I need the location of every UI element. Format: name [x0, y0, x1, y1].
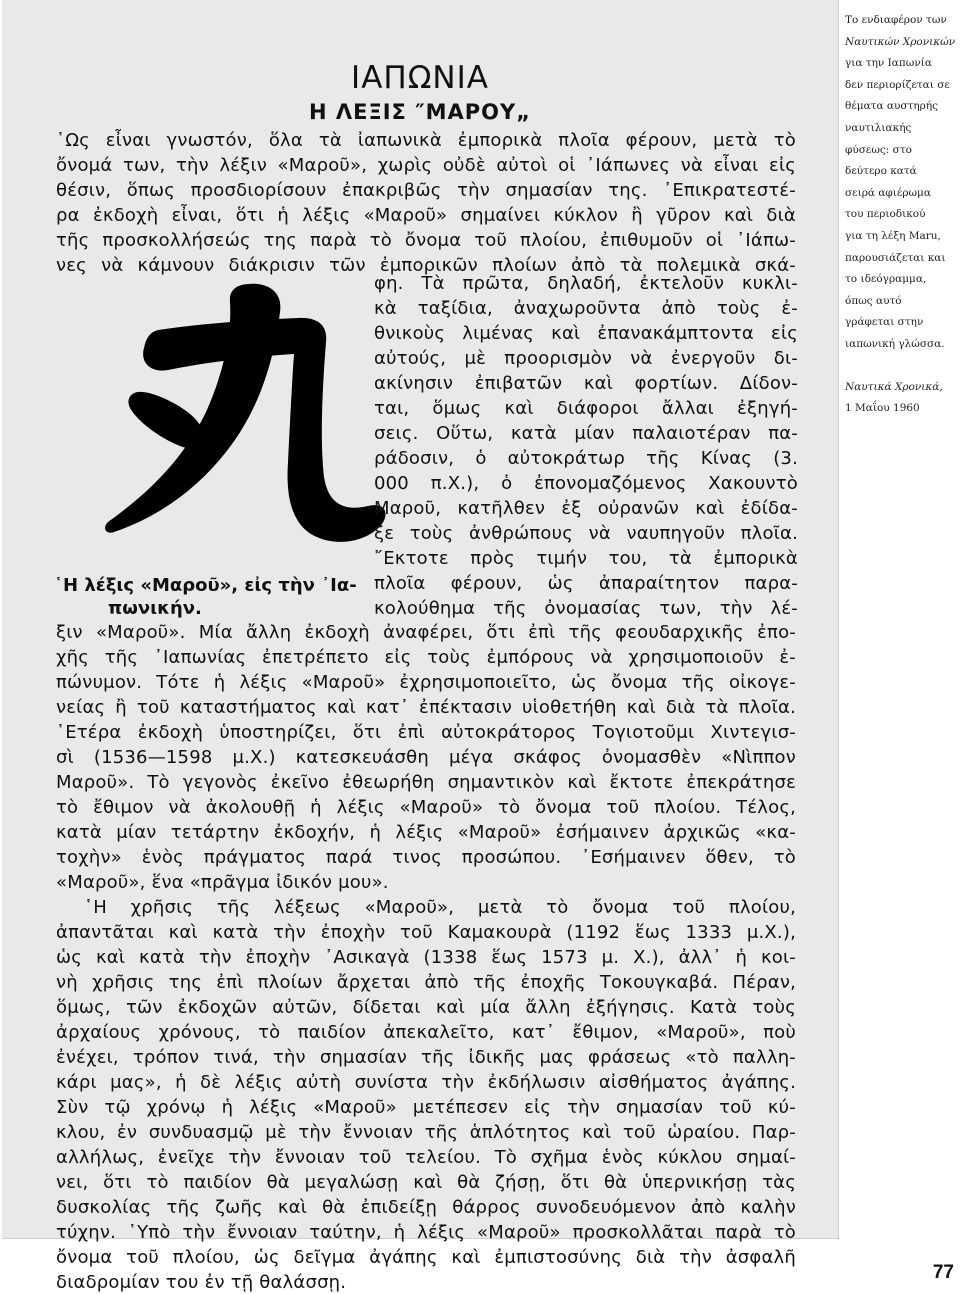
sidebar-line: Το ενδιαφέρον των	[845, 14, 947, 26]
text-line: νείας ἢ τοῦ καταστήματος καὶ κατ᾿ ἐπέκτασιν υἱοθετήθη καὶ διὰ τὰ πλοῖα.	[56, 697, 796, 718]
sidebar-line: ιαπωνική γλώσσα.	[845, 337, 945, 350]
text-line: ται, ὅμως καὶ διάφοροι ἄλλαι ἐξηγή-	[374, 398, 798, 419]
text-line: Μαροῦ». Τὸ γεγονὸς ἐκεῖνο ἐθεωρήθη σημαντικὸν καὶ ἔκτοτε ἐπεκράτησε	[56, 772, 796, 793]
text-line: ῾Ετέρα ἐκδοχὴ ὑποστηρίζει, ὅτι ἐπὶ αὐτοκράτορος Τογιοτοῦμι Χιντεγισ-	[56, 722, 796, 743]
text-line: ῎Εκτοτε πρὸς τιμήν του, τὰ ἐμπορικὰ	[374, 548, 798, 569]
maru-kanji-icon	[98, 262, 394, 542]
text-line: ὄνομα τοῦ πλοίου, ὡς δεῖγμα ἀγάπης καὶ ἐμπιστοσύνης διὰ τὴν ἀσφαλῆ	[56, 1247, 796, 1268]
page-number: 77	[932, 1262, 954, 1283]
text-line: ὅμως, τῶν ἐκδοχῶν αὐτῶν, δίδεται καὶ μία ἄλλη ἐξήγησις. Κατὰ τοὺς	[56, 997, 796, 1018]
sidebar-line: σειρά αφιέρωμα	[845, 186, 931, 199]
sidebar-line: γράφεται στην	[845, 316, 924, 329]
scanned-article	[2, 0, 839, 1293]
sidebar-line: Ναυτικών Χρονικών	[845, 35, 956, 48]
text-line: αὐτούς, μὲ προορισμὸν νὰ ἐνεργοῦν δι-	[374, 348, 798, 369]
text-line: φη. Τὰ πρῶτα, δηλαδή, ἐκτελοῦν κυκλι-	[374, 273, 798, 294]
sidebar-line: δεύτερο κατά	[845, 165, 917, 178]
text-line: κάρι μας», ἡ δὲ λέξις αὐτὴ συνίστα τὴν ἐκδήλωσιν αἰσθήματος ἀγάπης.	[56, 1072, 796, 1093]
text-line: τὸ ἔθιμον νὰ ἀκολουθῇ ἡ λέξις «Μαροῦ» τὸ ὄνομα τοῦ πλοίου. Τέλος,	[56, 797, 796, 818]
text-line: 000 π.Χ.), ὁ ἐπονομαζόμενος Χακουντὸ	[374, 473, 798, 494]
sidebar-line: παρουσιάζεται και	[845, 251, 946, 264]
text-line: ὡς καὶ κατὰ τὴν ἐποχὴν ᾿Ασικαγὰ (1338 ἕως 1573 μ. Χ.), ἀλλ᾿ ἡ κοι-	[56, 947, 796, 968]
sidebar-line: φύσεως: στο	[845, 143, 912, 156]
article-subtitle: Η ΛΕΞΙΣ ″ΜΑΡΟΥ„	[308, 100, 531, 124]
text-line: τοχὴν» ἑνὸς πράγματος παρά τινος προσώπου. ᾿Εσήμαινεν ὅθεν, τὸ	[56, 847, 796, 868]
text-line: ἀπαντᾶται καὶ κατὰ τὴν ἐποχὴν τοῦ Καμακουρὰ (1192 ἕως 1333 μ.Χ.),	[56, 922, 796, 943]
text-line: ῾Ως εἶναι γνωστόν, ὅλα τὰ ἰαπωνικὰ ἐμπορικὰ πλοῖα φέρουν, μετὰ τὸ	[56, 130, 796, 151]
text-line: ράδοσιν, ὁ αὐτοκράτωρ τῆς Κίνας (3.	[374, 448, 798, 469]
text-line: «Μαροῦ», ἕνα «πρᾶγμα ἰδικόν μου».	[56, 872, 389, 893]
text-line: νὴ χρῆσις της ἐπὶ πλοίων ἄρχεται ἀπὸ τῆς ἐποχῆς Τοκουγκαβά. Πέραν,	[56, 972, 796, 993]
text-line: κλου, ἐν συνδυασμῷ μὲ τὴν ἔννοιαν τῆς ἁπλότητος καὶ τοῦ ὡραίου. Παρ-	[56, 1122, 796, 1143]
text-line: πλοῖα φέρουν, ὡς ἀπαραίτητον παρα-	[374, 573, 798, 594]
text-line: τῆς προσκολλήσεώς της παρὰ τὸ ὄνομα τοῦ πλοίου, ἐπιθυμοῦν οἱ ᾿Ιάπω-	[56, 230, 796, 251]
text-line: σεις. Οὕτω, κατὰ μίαν παλαιοτέραν πα-	[374, 423, 798, 444]
sidebar-note	[845, 10, 957, 420]
text-line: Σὺν τῷ χρόνῳ ἡ λέξις «Μαροῦ» μετέπεσεν εἰς τὴν σημασίαν τοῦ κύ-	[56, 1097, 796, 1118]
text-line: νες νὰ κάμνουν διάκρισιν τῶν ἐμπορικῶν πλοίων ἀπὸ τὰ πολεμικὰ σκά-	[56, 255, 796, 276]
sidebar-line: θέματα αυστηρής	[845, 100, 938, 113]
ideogram-caption: ῾Η λέξις «Μαροῦ», εἰς τὴν ᾿Ια-	[54, 575, 357, 596]
text-line: διαδρομίαν του ἐν τῇ θαλάσσῃ.	[56, 1272, 347, 1293]
text-line: ξιν «Μαροῦ». Μία ἄλλη ἐκδοχὴ ἀναφέρει, ὅτι ἐπὶ τῆς φεουδαρχικῆς ἐπο-	[56, 622, 796, 643]
sidebar-line: για τη λέξη Maru,	[845, 229, 941, 242]
text-line: ακίνησιν ἐπιβατῶν καὶ φορτίων. Δίδον-	[374, 373, 798, 394]
text-line: ἐνέχει, τρόπον τινά, τὴν σημασίαν τῆς ἰδικῆς μας φράσεως «τὸ παλλη-	[56, 1047, 796, 1068]
text-line: νει, ὅτι τὸ παιδίον θὰ μεγαλώσῃ καὶ θὰ ζήσῃ, ὅτι θὰ ὑπερνικήσῃ τὰς	[56, 1172, 796, 1193]
sidebar-line: όπως αυτό	[845, 294, 902, 307]
text-line: κατὰ μίαν τετάρτην ἐκδοχήν, ἡ λέξις «Μαροῦ» ἐσήμαινεν ἀρχικῶς «κα-	[56, 822, 796, 843]
sidebar-line: του περιοδικού	[845, 208, 926, 221]
text-line: χῆς τῆς ᾿Ιαπωνίας ἐπετρέπετο εἰς τοὺς ἐμπόρους νὰ χρησιμοποιοῦν ἐ-	[56, 647, 796, 668]
text-line: τύχην. ῾Υπὸ τὴν ἔννοιαν ταύτην, ἡ λέξις «Μαροῦ» προσκολλᾶται παρὰ τὸ	[56, 1222, 796, 1243]
text-line: ἀρχαίους χρόνους, τὸ παιδίον ἀπεκαλεῖτο, κατ᾿ ἔθιμον, «Μαροῦ», ποὺ	[56, 1022, 796, 1043]
text-line: ὄνομά των, τὴν λέξιν «Μαροῦ», χωρὶς οὐδὲ αὐτοὶ οἱ ᾿Ιάπωνες νὰ εἶναι εἰς	[56, 155, 796, 176]
text-line: δυσκολίας τῆς ζωῆς καὶ θὰ ἐπιδείξῃ θάρρος συνοδευόμενον ἀπὸ καλὴν	[56, 1197, 796, 1218]
text-line: κολούθημα τῆς ὀνομασίας των, τὴν λέ-	[374, 598, 798, 619]
sidebar-line: ναυτιλιακής	[845, 121, 912, 134]
text-line: ξε τοὺς ἀνθρώπους νὰ ναυπηγοῦν πλοῖα.	[374, 523, 798, 544]
ideogram-caption: πωνικήν.	[108, 598, 202, 619]
text-line: αλλήλως, ἐνεῖχε τὴν ἔννοιαν τοῦ τελείου. Τὸ σχῆμα ἑνὸς κύκλου σημαί-	[56, 1147, 796, 1168]
sidebar-line: το ιδεόγραμμα,	[845, 273, 927, 286]
text-line: πώνυμον. Τότε ἡ λέξις «Μαροῦ» ἐχρησιμοποιεῖτο, ὡς ὄνομα τῆς οἰκογε-	[56, 672, 796, 693]
text-line: θνικοὺς λιμένας καὶ ἐπανακάμπτοντα εἰς	[374, 323, 798, 344]
sidebar-line: για την Ιαπωνία	[845, 57, 932, 70]
article-title: ΙΑΠΩΝΙΑ	[351, 60, 489, 96]
text-line: κὰ ταξίδια, ἀναχωροῦντα ἀπὸ τοὺς ἐ-	[374, 298, 798, 319]
sidebar-date: 1 Μαΐου 1960	[845, 402, 920, 415]
text-line: Μαροῦ, κατῆλθεν ἐξ οὐρανῶν καὶ ἐδίδα-	[374, 498, 798, 519]
sidebar-line: δεν περιορίζεται σε	[845, 78, 950, 91]
text-line: θέσιν, ὅπως προσδιορίσουν ἐπακριβῶς τὴν σημασίαν της. ᾿Επικρατεστέ-	[56, 180, 796, 201]
text-line: σὶ (1536—1598 μ.Χ.) κατεσκευάσθη μέγα σκάφος ὀνομασθὲν «Νὶππον	[56, 747, 796, 768]
sidebar-source: Ναυτικά Χρονικά,	[845, 380, 943, 393]
text-line: ρα ἐκδοχὴ εἶναι, ὅτι ἡ λέξις «Μαροῦ» σημαίνει κύκλον ἢ γῦρον καὶ διὰ	[56, 205, 796, 226]
text-line: ῾Η χρῆσις τῆς λέξεως «Μαροῦ», μετὰ τὸ ὄνομα τοῦ πλοίου,	[84, 897, 796, 918]
